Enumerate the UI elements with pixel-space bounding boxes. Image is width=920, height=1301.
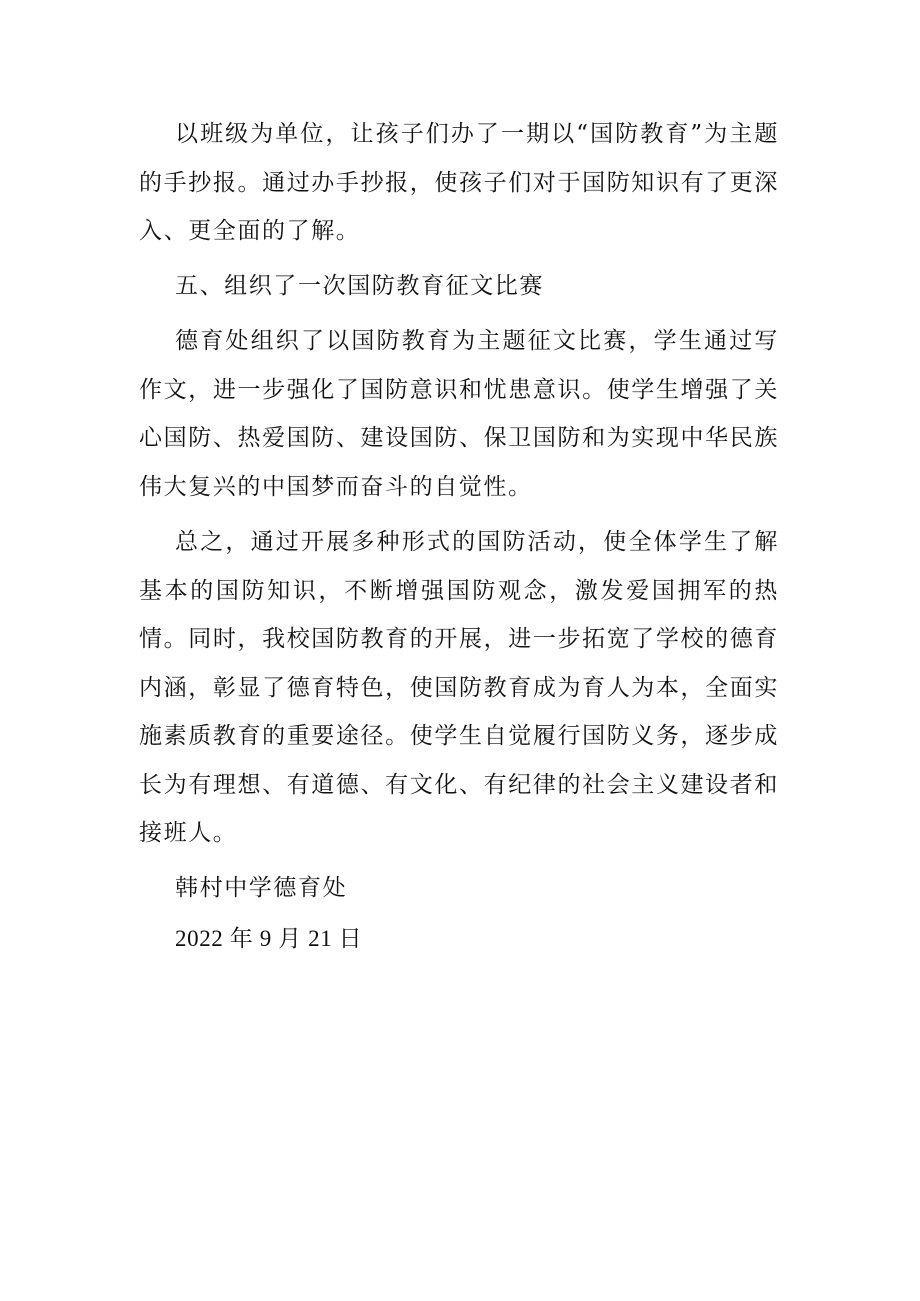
document-date: 2022 年 9 月 21 日 xyxy=(175,926,363,951)
document-body xyxy=(139,110,779,964)
paragraph-handwritten-newspaper: 以班级为单位，让孩子们办了一期以“国防教育”为主题的手抄报。通过办手抄报，使孩子们对于国防知识有了更深入、更全面的了解。 xyxy=(139,121,779,244)
paragraph-summary: 总之，通过开展多种形式的国防活动，使全体学生了解基本的国防知识，不断增强国防观念，激发爱国拥军的热情。同时，我校国防教育的开展，进一步拓宽了学校的德育内涵，彰显了德育特色，使国防教育成为育人为本，全面实施素质教育的重要途径。使学生自觉履行国防义务，逐步成长为有理想、有道德、有文化、有纪律的社会主义建设者和接班人。 xyxy=(139,529,779,846)
section-heading-essay-competition: 五、组织了一次国防教育征文比赛 xyxy=(175,272,544,299)
signature-department: 韩村中学德育处 xyxy=(175,874,348,901)
paragraph-essay-competition: 德育处组织了以国防教育为主题征文比赛，学生通过写作文，进一步强化了国防意识和忧患意识。使学生增强了关心国防、热爱国防、建设国防、保卫国防和为实现中华民族伟大复兴的中国梦而奋斗的自觉性。 xyxy=(139,328,779,500)
